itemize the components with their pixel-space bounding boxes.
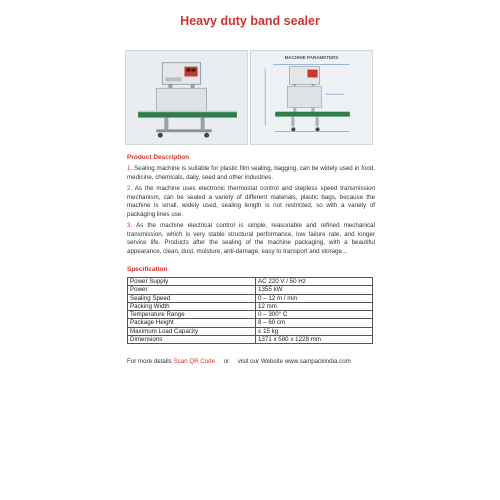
spec-key: Temperature Range bbox=[128, 311, 256, 319]
parameters-heading: MACHINE PARAMETERS bbox=[284, 55, 339, 60]
spec-value: 12 mm bbox=[256, 302, 373, 310]
table-row bbox=[128, 286, 373, 294]
website-link[interactable]: visit our Website www.sampackindia.com bbox=[237, 358, 351, 365]
point-number: 1. bbox=[127, 165, 133, 172]
footer-or: or bbox=[223, 358, 230, 365]
parameters-diagram bbox=[250, 50, 373, 145]
point-number: 2. bbox=[127, 185, 133, 192]
point-text: As the machine uses electronic thermostat control and stepless speed transmission mechanism, can be sealed a variety of different materials, plastic bags, because the machine is small, widely used, sealing length is not restricted, so with a variety of packaging lines use. bbox=[127, 185, 375, 218]
specification-table bbox=[127, 277, 373, 344]
machine-photo bbox=[125, 50, 248, 145]
spec-value: 1371 x 580 x 1228 mm bbox=[256, 336, 373, 344]
spec-key: Power bbox=[128, 286, 256, 294]
footer-prefix: For more details bbox=[127, 358, 172, 365]
description-point-1 bbox=[127, 165, 375, 182]
spec-key: Maximum Load Capacity bbox=[128, 327, 256, 335]
point-number: 3. bbox=[127, 222, 133, 229]
table-row bbox=[128, 336, 373, 344]
spec-key: Sealing Speed bbox=[128, 294, 256, 302]
spec-key: Packing Width bbox=[128, 302, 256, 310]
dimension-drawing bbox=[251, 51, 372, 144]
spec-value: AC 220 V / 50 Hz bbox=[256, 278, 373, 286]
description-point-3 bbox=[127, 222, 375, 256]
table-row bbox=[128, 327, 373, 335]
spec-key: Package Height bbox=[128, 319, 256, 327]
spec-value: ≤ 15 kg bbox=[256, 327, 373, 335]
product-images bbox=[125, 50, 373, 145]
table-row bbox=[128, 319, 373, 327]
spec-value: 8 – 60 cm bbox=[256, 319, 373, 327]
specification-heading: Specification bbox=[127, 266, 168, 273]
contact-footer bbox=[127, 358, 387, 365]
spec-value: 1355 kW bbox=[256, 286, 373, 294]
spec-key: Power Supply bbox=[128, 278, 256, 286]
table-row bbox=[128, 278, 373, 286]
point-text: As the machine electrical control is simple, reasonable and refined mechanical transmission, which is very stable structural performance, low failure rate, and longer service life. Products after the sealing of the machine packaging, with a beautiful appearance, clean, dust, moisture, anti-damage, easy to transport and storage... bbox=[127, 222, 375, 255]
page-title: Heavy duty band sealer bbox=[180, 14, 320, 28]
description-point-2 bbox=[127, 185, 375, 219]
band-sealer-illustration bbox=[126, 51, 247, 144]
spec-value: 0 – 12 m / min bbox=[256, 294, 373, 302]
table-row bbox=[128, 302, 373, 310]
point-text: Sealing machine is suitable for plastic film sealing, bagging, can be widely used in food, medicine, chemicals, daily, seed and other industries. bbox=[127, 165, 375, 181]
table-row bbox=[128, 311, 373, 319]
spec-key: Dimensions bbox=[128, 336, 256, 344]
qr-code-link[interactable]: Scan QR Code bbox=[173, 358, 216, 365]
product-description-heading: Product Description bbox=[127, 154, 190, 161]
spec-value: 0 – 300° C bbox=[256, 311, 373, 319]
table-row bbox=[128, 294, 373, 302]
